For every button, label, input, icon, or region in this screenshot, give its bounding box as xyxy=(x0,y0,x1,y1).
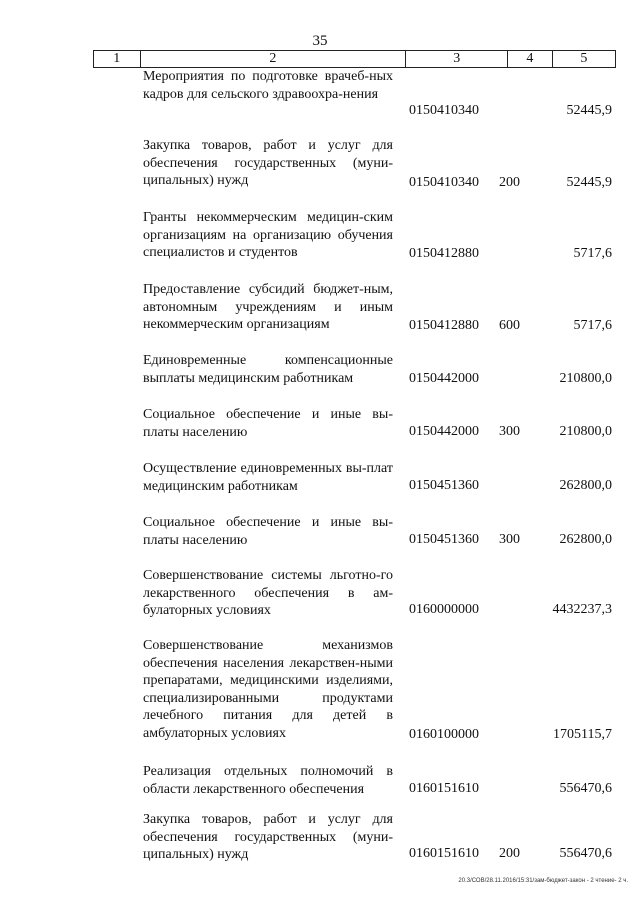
row-amount: 5717,6 xyxy=(573,246,612,261)
row-amount: 262800,0 xyxy=(559,478,612,493)
row-description: Мероприятия по подготовке врачеб-ных кадров для сельского здравоохра-нения xyxy=(143,69,393,102)
row-code: 0160151610 xyxy=(409,781,479,796)
row-code: 0160000000 xyxy=(409,602,479,617)
document-footer: 20.3/СОВ/28.11.2016/15:31/зам-бюджет-закон - 2 чтение- 2 ч. xyxy=(458,878,628,884)
row-description: Закупка товаров, работ и услуг для обеспечения государственных (муни-ципальных) нужд xyxy=(143,812,393,862)
row-amount: 556470,6 xyxy=(559,781,612,796)
row-expense-type: 300 xyxy=(499,424,520,439)
row-code: 0160100000 xyxy=(409,727,479,742)
row-amount: 52445,9 xyxy=(566,103,612,118)
row-code: 0150451360 xyxy=(409,532,479,547)
row-expense-type: 200 xyxy=(499,175,520,190)
row-code: 0150410340 xyxy=(409,175,479,190)
column-header-5: 5 xyxy=(552,51,615,68)
row-code: 0150442000 xyxy=(409,424,479,439)
page-number: 35 xyxy=(312,33,328,49)
row-code: 0150410340 xyxy=(409,103,479,118)
row-code: 0150451360 xyxy=(409,478,479,493)
row-description: Реализация отдельных полномочий в области лекарственного обеспечения xyxy=(143,764,393,797)
row-code: 0150442000 xyxy=(409,371,479,386)
row-amount: 262800,0 xyxy=(559,532,612,547)
row-description: Совершенствование системы льготно-го лекарственного обеспечения в ам-булаторных условиях xyxy=(143,568,393,618)
row-expense-type: 200 xyxy=(499,846,520,861)
column-header-1: 1 xyxy=(94,51,141,68)
row-code: 0160151610 xyxy=(409,846,479,861)
column-header-table xyxy=(93,50,616,68)
row-amount: 1705115,7 xyxy=(553,727,612,742)
column-header-2: 2 xyxy=(140,51,406,68)
row-amount: 4432237,3 xyxy=(552,602,612,617)
row-description: Единовременные компенсационные выплаты медицинским работникам xyxy=(143,353,393,386)
column-header-4: 4 xyxy=(508,51,553,68)
row-amount: 210800,0 xyxy=(559,371,612,386)
row-description: Социальное обеспечение и иные вы-платы населению xyxy=(143,407,393,440)
row-description: Социальное обеспечение и иные вы-платы населению xyxy=(143,515,393,548)
row-code: 0150412880 xyxy=(409,318,479,333)
row-description: Гранты некоммерческим медицин-ским организациям на организацию обучения специалистов и студентов xyxy=(143,210,393,260)
row-description: Осуществление единовременных вы-плат медицинским работникам xyxy=(143,461,393,494)
row-amount: 556470,6 xyxy=(559,846,612,861)
row-expense-type: 600 xyxy=(499,318,520,333)
row-code: 0150412880 xyxy=(409,246,479,261)
row-description: Предоставление субсидий бюджет-ным, автономным учреждениям и иным некоммерческим организациям xyxy=(143,282,393,332)
row-description: Совершенствование механизмов обеспечения населения лекарствен-ными препаратами, медицинскими изделиями, специализированными продуктами лечебного питания для детей в амбулаторных условиях xyxy=(143,638,393,741)
row-description: Закупка товаров, работ и услуг для обеспечения государственных (муни-ципальных) нужд xyxy=(143,138,393,188)
row-amount: 52445,9 xyxy=(566,175,612,190)
column-header-3: 3 xyxy=(406,51,508,68)
row-amount: 210800,0 xyxy=(559,424,612,439)
row-expense-type: 300 xyxy=(499,532,520,547)
row-amount: 5717,6 xyxy=(573,318,612,333)
